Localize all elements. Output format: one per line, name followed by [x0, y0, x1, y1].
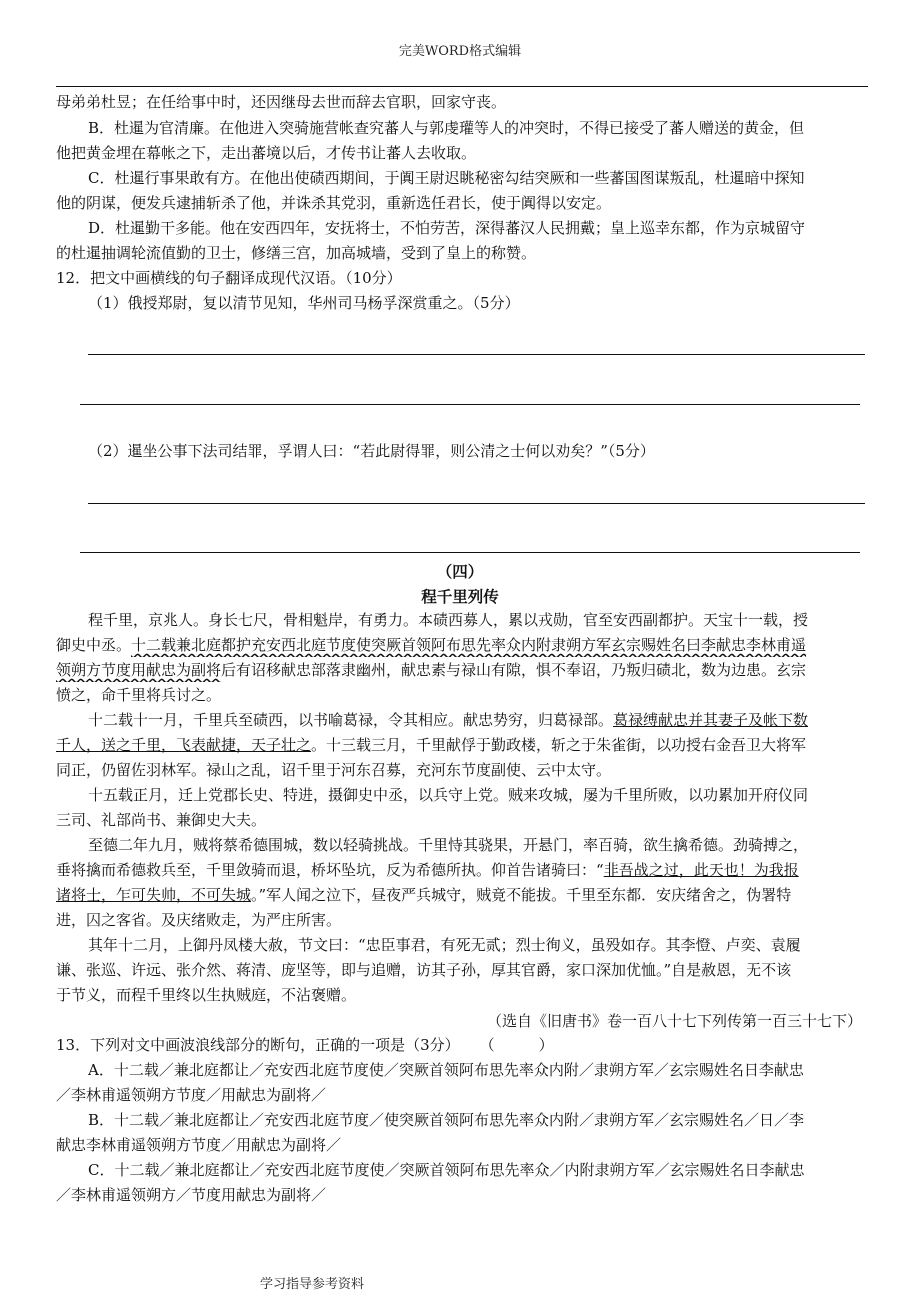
prev-line: 母弟弟杜昱；在任给事中时，还因继母去世而辞去官职，回家守丧。	[56, 93, 507, 111]
passage-line: 其年十二月，上御丹凤楼大赦，节文曰：“忠臣事君，有死无贰；烈士徇义，虽殁如存。其李憕、卢奕、袁履	[88, 936, 801, 954]
underlined-text: 诸将士，乍可失帅，不可失城	[56, 886, 252, 904]
underlined-text: 非吾战之过，此天也！为我报	[603, 861, 799, 879]
header-rule	[56, 86, 868, 87]
page-footer: 学习指导参考资料	[260, 1277, 365, 1292]
passage-text: 十二载十一月，千里兵至碛西，以书喻葛禄，令其相应。献忠势穷，归葛禄部。	[88, 711, 614, 729]
passage-line	[56, 860, 868, 882]
q13-stem-text: 13．下列对文中画波浪线部分的断句，正确的一项是（3分）	[56, 1036, 460, 1054]
q13-option-b-line2: 献忠李林甫遥领朔方节度／用献忠为副将／	[56, 1136, 342, 1154]
passage-line: 愤之，命千里将兵讨之。	[56, 686, 222, 704]
answer-paren-close: ）	[538, 1036, 554, 1054]
passage-text: 。十三载三月，千里献俘于勤政楼，斩之于朱雀街，以功授右金吾卫大将军	[311, 736, 807, 754]
option-b-line2: 他把黄金埋在幕帐之下，走出蕃境以后，才传书让蕃人去收取。	[56, 144, 477, 162]
answer-line-1[interactable]	[88, 354, 865, 355]
q12-stem: 12．把文中画横线的句子翻译成现代汉语。（10分）	[56, 269, 402, 287]
passage-line: 程千里，京兆人。身长七尺，骨相魁岸，有勇力。本碛西募人，累以戎勋，官至安西副都护。天宝十一载，授	[88, 611, 809, 629]
q13-option-c-line2: ／李林甫遥领朔方／节度用献忠为副将／	[56, 1186, 327, 1204]
passage-line	[88, 710, 868, 732]
passage-line: 至德二年九月，贼将蔡希德围城，数以轻骑挑战。千里恃其骁果，开悬门，率百骑，欲生擒希德。劲骑搏之，	[88, 836, 809, 854]
q12-sentence-2: （2）暹坐公事下法司结罪，孚谓人曰：“若此尉得罪，则公清之士何以劝矣？”（5分）	[88, 442, 655, 460]
passage-title: 程千里列传	[421, 587, 499, 606]
passage-line: 于节义，而程千里终以生执贼庭，不沾褒赠。	[56, 986, 357, 1004]
option-d-line1: D．杜暹勤干多能。他在安西四年，安抚将士，不怕劳苦，深得蕃汉人民拥戴；皇上巡幸东都，作为京城留守	[88, 219, 806, 237]
passage-text: 御史中丞。	[56, 636, 132, 654]
passage-text: 。”军人闻之泣下，昼夜严兵城守，贼竟不能拔。千里至东都．安庆绪舍之，伪署特	[251, 886, 792, 904]
q13-option-a-line1: A．十二载／兼北庭都让／充安西北庭节度使／突厥首领阿布思先率众内附／隶朔方军／玄宗赐姓名日李献忠	[88, 1061, 804, 1079]
answer-line-3[interactable]	[88, 503, 865, 504]
q13-option-a-line2: ／李林甫遥领朔方节度／用献忠为副将／	[56, 1086, 327, 1104]
passage-line: 十五载正月，迁上党郡长史、特进，摄御史中丞，以兵守上党。贼来攻城，屡为千里所败，以功累加开府仪同	[88, 786, 809, 804]
q12-sentence-1: （1）俄授郑尉，复以清节见知，华州司马杨孚深赏重之。（5分）	[88, 294, 520, 312]
q13-option-b-line1: B．十二载／兼北庭都让／充安西北庭节度／使突厥首领阿布思先率众内附／隶朔方军／玄宗赐姓名／日／李	[88, 1111, 805, 1129]
answer-line-2[interactable]	[80, 404, 860, 405]
wavy-underlined-text: 十二载兼北庭都护充安西北庭节度使突厥首领阿布思先率众内附隶朔方军玄宗赐姓名曰李献忠李林甫遥	[131, 636, 807, 654]
passage-line	[56, 735, 868, 757]
page-header: 完美WORD格式编辑	[398, 44, 522, 59]
wavy-underlined-text: 领朔方节度用献忠为副将	[56, 661, 222, 679]
passage-line: 谦、张巡、许远、张介然、蒋清、庞坚等，即与追赠，访其子孙，厚其官爵，家口深加优恤。”自是赦恩，无不该	[56, 961, 792, 979]
passage-line: 同正，仍留佐羽林军。禄山之乱，诏千里于河东召募，充河东节度副使、云中太守。	[56, 761, 612, 779]
option-c-line2: 他的阴谋，便发兵逮捕斩杀了他，并诛杀其党羽，重新选任君长，使于阗得以安定。	[56, 194, 612, 212]
q13-option-c-line1: C．十二载／兼北庭都让／充安西北庭节度使／突厥首领阿布思先率众／内附隶朔方军／玄宗赐姓名日李献忠	[88, 1161, 805, 1179]
passage-line	[56, 660, 868, 682]
passage-line	[56, 885, 868, 907]
answer-line-4[interactable]	[80, 552, 860, 553]
underlined-text: 千人，送之千里，飞表献捷，天子壮之	[56, 736, 312, 754]
passage-line: 三司、礼部尚书、兼御史大夫。	[56, 811, 267, 829]
passage-text: 垂将擒而希德救兵至，千里敛骑而退，桥坏坠坑，反为希德所执。仰首告诸骑曰：“	[56, 861, 604, 879]
option-c-line1: C．杜暹行事果敢有方。在他出使碛西期间，于阗王尉迟眺秘密勾结突厥和一些蕃国图谋叛乱，杜暹暗中探知	[88, 169, 805, 187]
passage-line: 进，囚之客省。及庆绪败走，为严庄所害。	[56, 911, 342, 929]
answer-paren-open: （	[479, 1036, 495, 1054]
passage-text: 后有诏移献忠部落隶幽州，献忠素与禄山有隙，惧不奉诏，乃叛归碛北，数为边患。玄宗	[221, 661, 807, 679]
section-number: （四）	[436, 562, 484, 581]
underlined-text: 葛禄缚献忠并其妻子及帐下数	[613, 711, 809, 729]
option-b-line1: B．杜暹为官清廉。在他进入突骑施营帐查究蕃人与郭虔瓘等人的冲突时，不得已接受了蕃人赠送的黄金，但	[88, 119, 805, 137]
passage-source: （选自《旧唐书》卷一百八十七下列传第一百三十七下）	[486, 1012, 862, 1030]
option-d-line2: 的杜暹抽调轮流值勤的卫士，修缮三宫，加高城墙，受到了皇上的称赞。	[56, 244, 537, 262]
q13-stem	[56, 1035, 868, 1057]
passage-line	[56, 635, 868, 657]
